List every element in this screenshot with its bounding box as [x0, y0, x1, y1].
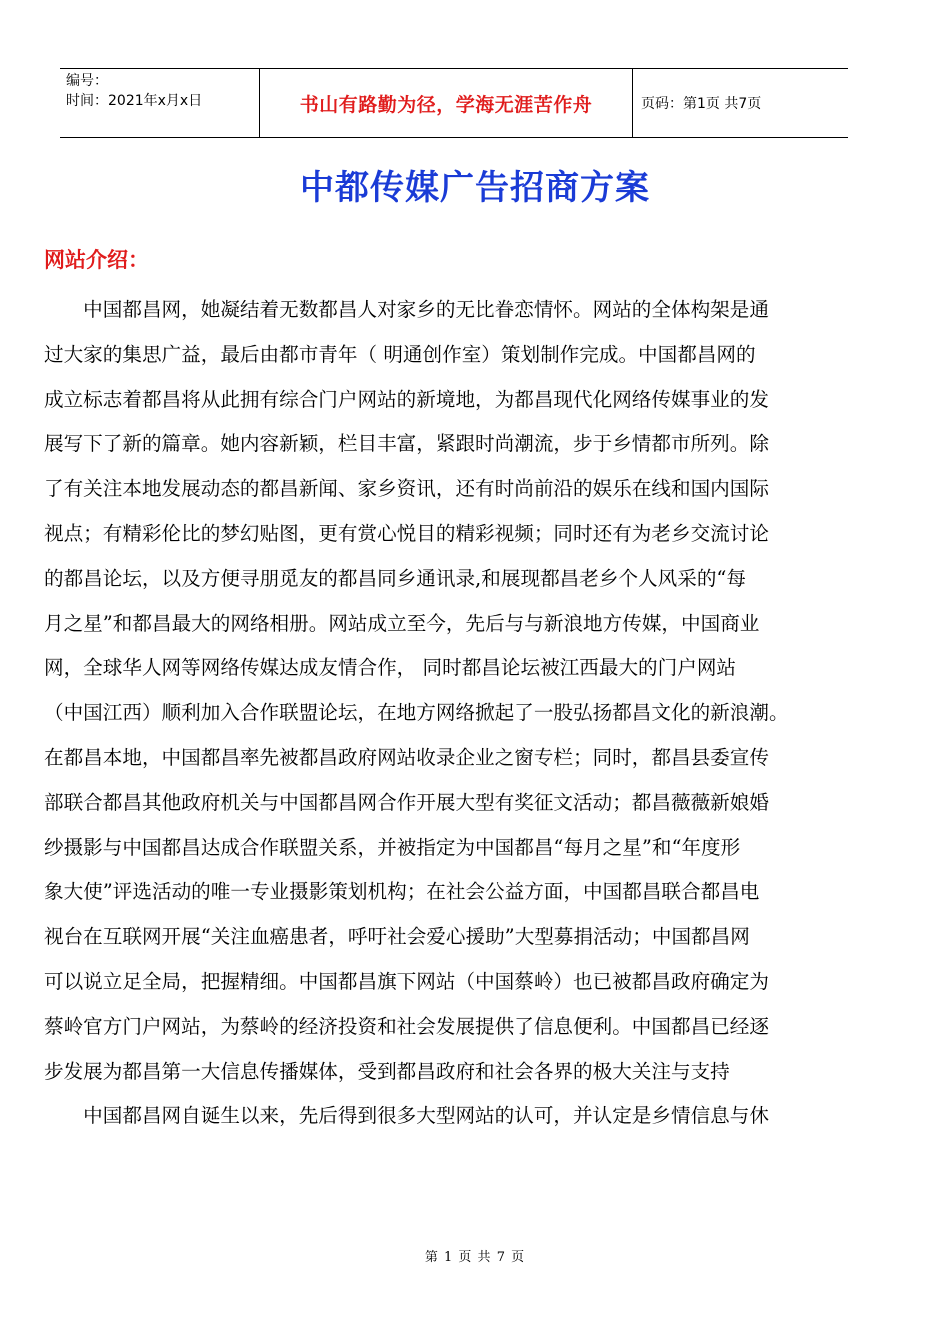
- body-line: 了有关注本地发展动态的都昌新闻、家乡资讯，还有时尚前沿的娱乐在线和国内国际: [44, 477, 769, 501]
- body-line: 部联合都昌其他政府机关与中国都昌网合作开展大型有奖征文活动；都昌薇薇新娘婚: [44, 790, 769, 814]
- page-footer: 第 1 页 共 7 页: [424, 1250, 526, 1265]
- body-line: 在都昌本地，中国都昌率先被都昌政府网站收录企业之窗专栏；同时，都昌县委宣传: [44, 745, 769, 769]
- body-line: 纱摄影与中国都昌达成合作联盟关系，并被指定为中国都昌“每月之星”和“年度形: [44, 835, 741, 859]
- body-text: [44, 288, 884, 1139]
- header-table: [60, 68, 848, 138]
- body-line: 中国都昌网自诞生以来，先后得到很多大型网站的认可，并认定是乡情信息与休: [44, 1104, 769, 1128]
- body-line: 展写下了新的篇章。她内容新颖，栏目丰富，紧跟时尚潮流，步于乡情都市所列。除: [44, 432, 769, 456]
- section-heading: 网站介绍：: [44, 247, 149, 272]
- body-line: 成立标志着都昌将从此拥有综合门户网站的新境地，为都昌现代化网络传媒事业的发: [44, 387, 769, 411]
- time-label: 时间：2021年x月x日: [66, 93, 203, 109]
- body-line: 可以说立足全局，把握精细。中国都昌旗下网站（中国蔡岭）也已被都昌政府确定为: [44, 969, 769, 993]
- document-title: 中都传媒广告招商方案: [300, 168, 650, 208]
- body-line: 视台在互联网开展“关注血癌患者，呼吁社会爱心援助”大型募捐活动；中国都昌网: [44, 925, 750, 949]
- header-meta: [60, 69, 259, 137]
- body-line: 视点；有精彩伦比的梦幻贴图，更有赏心悦目的精彩视频；同时还有为老乡交流讨论: [44, 521, 769, 545]
- body-line: （中国江西）顺利加入合作联盟论坛，在地方网络掀起了一股弘扬都昌文化的新浪潮。: [44, 701, 789, 725]
- body-line: 象大使”评选活动的唯一专业摄影策划机构；在社会公益方面，中国都昌联合都昌电: [44, 880, 760, 904]
- header-motto: 书山有路勤为径，学海无涯苦作舟: [259, 69, 633, 137]
- number-label: 编号：: [66, 73, 108, 89]
- body-line: 中国都昌网，她凝结着无数都昌人对家乡的无比眷恋情怀。网站的全体构架是通: [44, 298, 769, 321]
- header-page-label: 页码：第1页 共7页: [641, 96, 762, 112]
- body-line: 月之星”和都昌最大的网络相册。网站成立至今，先后与与新浪地方传媒，中国商业: [44, 611, 760, 635]
- body-line: 过大家的集思广益，最后由都市青年（ 明通创作室）策划制作完成。中国都昌网的: [44, 342, 756, 366]
- body-line: 网，全球华人网等网络传媒达成友情合作， 同时都昌论坛被江西最大的门户网站: [44, 656, 737, 680]
- body-line: 蔡岭官方门户网站，为蔡岭的经济投资和社会发展提供了信息便利。中国都昌已经逐: [44, 1014, 769, 1038]
- body-line: 的都昌论坛，以及方便寻朋觅友的都昌同乡通讯录,和展现都昌老乡个人风采的“每: [44, 566, 747, 590]
- body-line: 步发展为都昌第一大信息传播媒体，受到都昌政府和社会各界的极大关注与支持: [44, 1059, 730, 1083]
